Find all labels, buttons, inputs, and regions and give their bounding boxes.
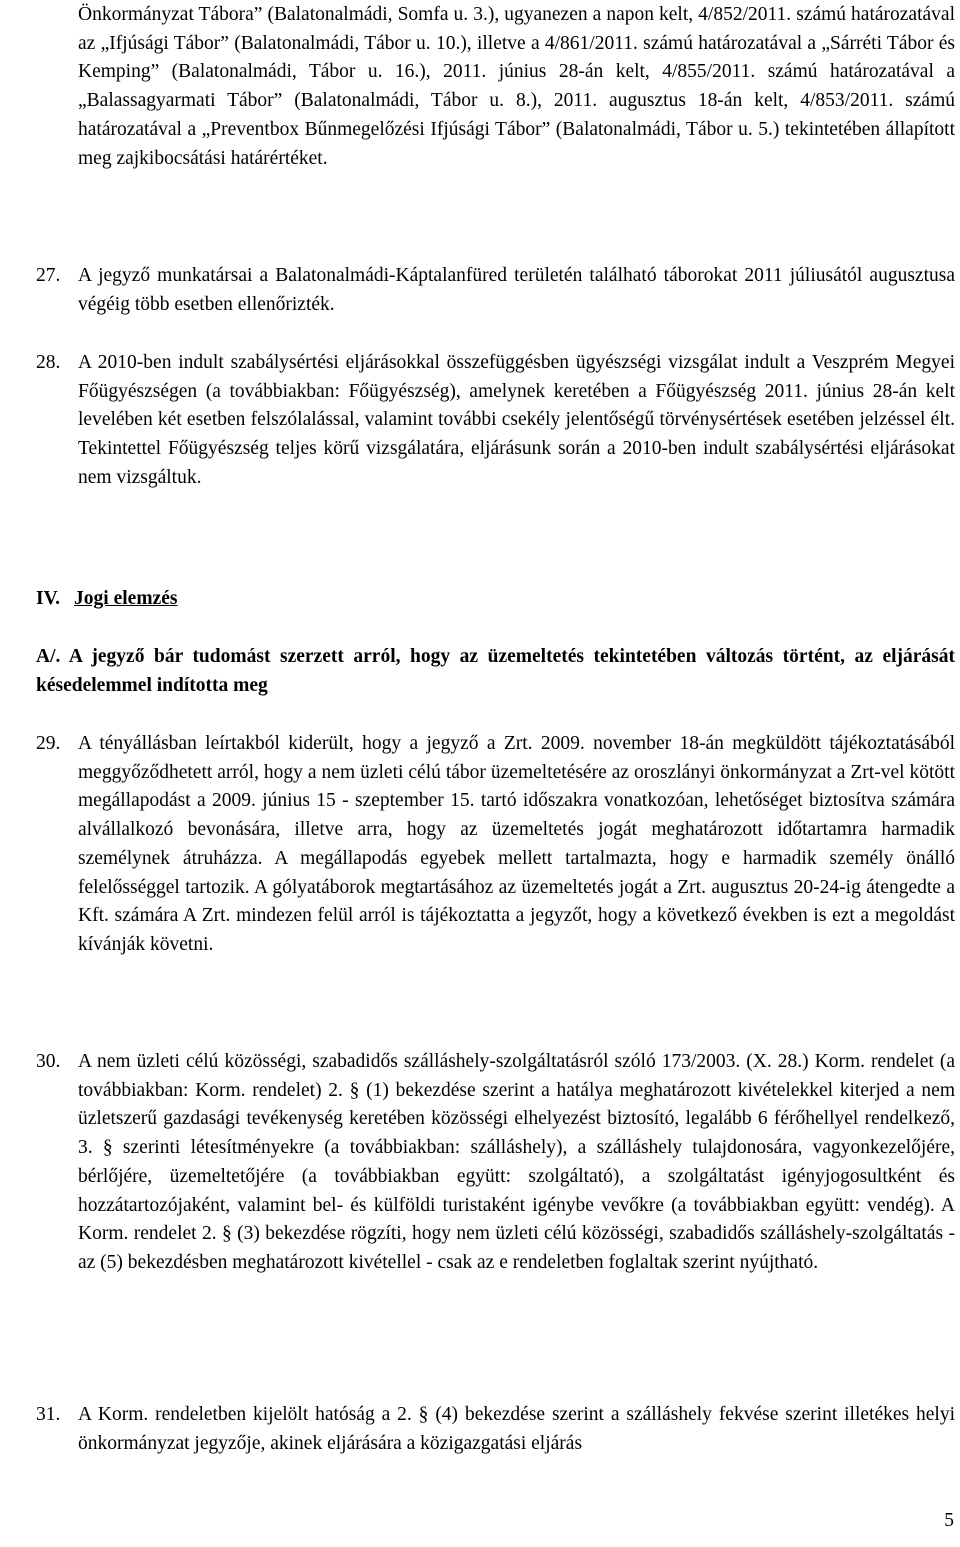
intro-paragraph: Önkormányzat Tábora” (Balatonalmádi, Somfa u. 3.), ugyanezen a napon kelt, 4/852/2011. számú határozatával az „Ifjúsági Tábor” (Balatonalmádi, Tábor u. 10.), illetve a 4/861/2011. számú határozatával a „Sárréti Tábor és Kemping” (Balatonalmádi, Tábor u. 16.), 2011. június 28-án kelt, 4/855/2011. számú határozatával a „Balassagyarmati Tábor” (Balatonalmádi, Tábor u. 8.), 2011. augusztus 18-án kelt, 4/853/2011. számú határozatával a „Preventbox Bűnmegelőzési Ifjúsági Tábor” (Balatonalmádi, Tábor u. 5.) tekintetében állapított meg zajkibocsátási határértéket.	[78, 4, 955, 169]
paragraph-30	[36, 1048, 955, 1278]
paragraph-text: A Korm. rendeletben kijelölt hatóság a 2. § (4) bekezdése szerint a szálláshely fekvése szerint illetékes helyi önkormányzat jegyzője, akinek eljárására a közigazgatási eljárás	[78, 1404, 955, 1454]
paragraph-number: 29.	[36, 733, 61, 754]
paragraph-27	[36, 262, 955, 319]
paragraph-text: A nem üzleti célú közösségi, szabadidős szálláshely-szolgáltatásról szóló 173/2003. (X. 28.) Korm. rendelet (a továbbiakban: Korm. rendelet) 2. § (1) bekezdése szerint a hatálya meghatározott kivételekkel kiterjed a nem üzletszerű gazdasági tevékenység keretében közösségi elhelyezést biztosító, legalább 6 férőhellyel rendelkező, 3. § szerinti létesítményekre (a továbbiakban: szálláshely), a szálláshely tulajdonosára, vagyonkezelőjére, bérlőjére, üzemeltetőjére (a továbbiakban együtt: szolgáltató), a szolgáltatást igényjogosultként és hozzátartozójaként, valamint bel- és külföldi turistaként igénybe vevőkre (a továbbiakban együtt: vendég). A Korm. rendelet 2. § (3) bekezdése rögzíti, hogy nem üzleti célú közösségi, szabadidős szálláshely-szolgáltatás - az (5) bekezdésben meghatározott kivétellel - csak az e rendeletben foglaltak szerint nyújtható.	[78, 1051, 955, 1273]
paragraph-29	[36, 730, 955, 960]
paragraph-28	[36, 349, 955, 493]
page-number: 5	[944, 1510, 954, 1531]
section-roman-numeral: IV.	[36, 588, 61, 609]
paragraph-text: A jegyző munkatársai a Balatonalmádi-Káptalanfüred területén található táborokat 2011 júliusától augusztusa végéig több esetben ellenőrizték.	[78, 265, 955, 315]
section-title: Jogi elemzés	[74, 588, 178, 609]
paragraph-31	[36, 1401, 955, 1458]
paragraph-number: 28.	[36, 352, 61, 373]
paragraph-text: A 2010-ben indult szabálysértési eljárásokkal összefüggésben ügyészségi vizsgálat indult a Veszprém Megyei Főügyészségen (a továbbiakban: Főügyészség), amelynek keretében a Főügyészség 2011. június 28-án kelt levelében két esetben felszólalással, valamint további csekély jelentőségű törvénysértések esetében jelzéssel élt. Tekintettel Főügyészség teljes körű vizsgálatára, eljárásunk során a 2010-ben indult szabálysértési eljárásokat nem vizsgáltuk.	[78, 352, 955, 488]
paragraph-number: 27.	[36, 265, 61, 286]
subsection-heading: A/. A jegyző bár tudomást szerzett arról, hogy az üzemeltetés tekintetében változás történt, az eljárását késedelemmel indította meg	[36, 646, 955, 696]
paragraph-number: 31.	[36, 1404, 61, 1425]
section-heading	[36, 585, 177, 614]
paragraph-text: A tényállásban leírtakból kiderült, hogy a jegyző a Zrt. 2009. november 18-án megküldött tájékoztatásából meggyőződhetett arról, hogy a nem üzleti célú tábor üzemeltetésére az oroszlányi önkormányzat a Zrt-vel kötött megállapodást a 2009. június 15 - szeptember 15. tartó időszakra vonatkozóan, lehetőséget biztosítva számára alvállalkozó bevonására, illetve arra, hogy az üzemeltetés jogát meghatározott időtartamra harmadik személynek átruházza. A megállapodás egyebek mellett tartalmazta, hogy e harmadik személy önálló felelősséggel tartozik. A gólyatáborok megtartásához az üzemeltetés jogát a Zrt. augusztus 20-24-ig átengedte a Kft. számára A Zrt. mindezen felül arról is tájékoztatta a jegyzőt, hogy a következő években is ezt a megoldást kívánják követni.	[78, 733, 955, 955]
paragraph-number: 30.	[36, 1051, 61, 1072]
